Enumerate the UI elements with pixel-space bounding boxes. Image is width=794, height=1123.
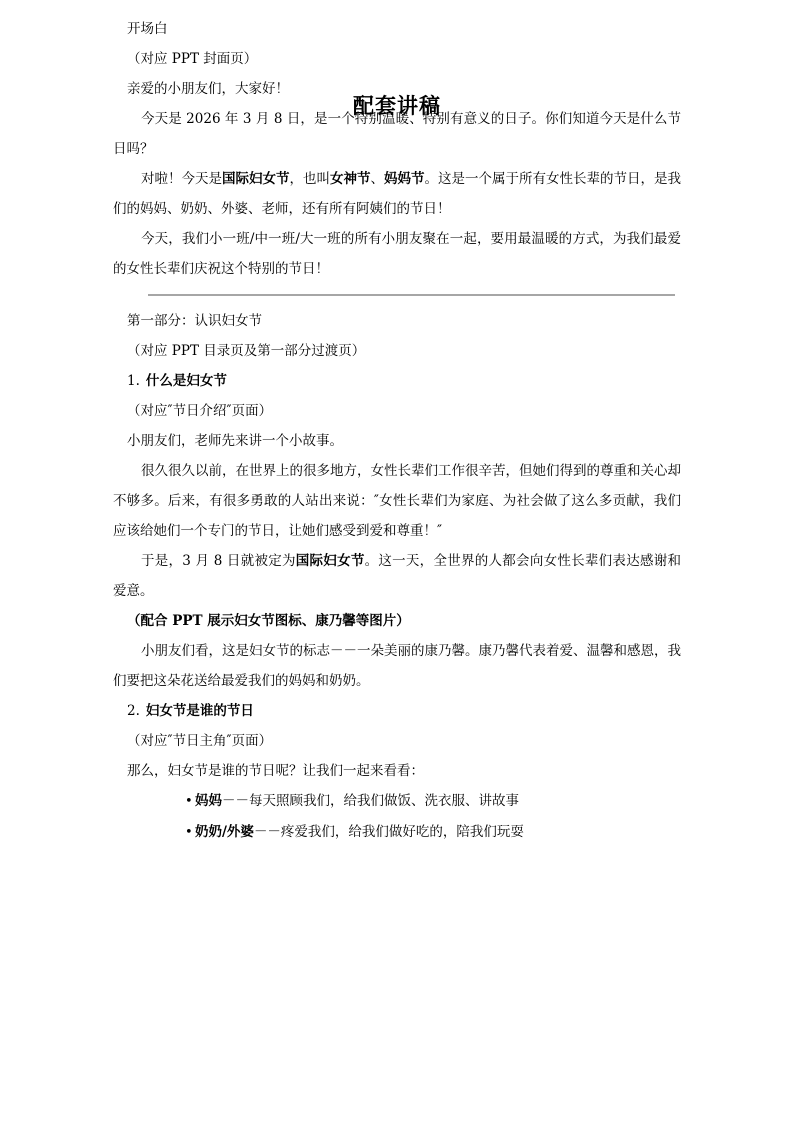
bold-run-international-womens-day: 国际妇女节 [295, 553, 365, 569]
whose-festival-list [113, 786, 681, 848]
list-item-desc: －－疼爱我们，给我们做好吃的，陪我们玩耍 [253, 824, 524, 840]
text-run: 。这一天，全世界的人都会向女性长辈们表达感谢和爱意。 [113, 553, 681, 599]
section-heading-opening: 开场白 [127, 21, 168, 37]
date-paragraph: 今天是 2026 年 3 月 8 日，是一个特别温暖、特别有意义的日子。你们知道今天是什么节日吗？ [113, 111, 681, 157]
item-title: 妇女节是谁的节日 [145, 703, 254, 719]
item-title: 什么是妇女节 [145, 373, 227, 389]
text-run: 。这是一个属于所有女性长辈的节日，是我们的妈妈、奶奶、外婆、老师，还有所有阿姨们的节日！ [113, 171, 681, 217]
section-heading-part-one: 第一部分：认识妇女节 [127, 313, 262, 329]
spacer [113, 0, 681, 14]
list-item [185, 817, 681, 848]
list-item [185, 786, 681, 817]
section-divider-wrap [113, 284, 681, 306]
item-number: 2. [127, 703, 140, 719]
text-run: 对啦！今天是 [141, 171, 222, 187]
bullet-icon: • [185, 794, 193, 809]
bold-run-international-womens-day: 国际妇女节 [222, 171, 290, 187]
ppt-cue-festival-stars: （对应″节日主角″页面） [127, 733, 273, 749]
whose-festival-lead: 那么，妇女节是谁的节日呢？让我们一起来看看： [127, 763, 424, 779]
list-item-role: 奶奶/外婆 [195, 824, 254, 840]
document-body [113, 0, 681, 848]
ppt-cue-toc: （对应 PPT 目录页及第一部分过渡页） [127, 343, 366, 359]
text-run: 、 [370, 171, 384, 187]
date-established-paragraph [113, 546, 681, 606]
list-item-role: 妈妈 [195, 793, 222, 809]
celebration-paragraph: 今天，我们小一班/中一班/大一班的所有小朋友聚在一起，要用最温暖的方式，为我们最爱的女性长辈们庆祝这个特别的节日！ [113, 231, 681, 277]
page-title: 配套讲稿 [353, 93, 441, 118]
ppt-cue-carnation-images: （配合 PPT 展示妇女节图标、康乃馨等图片） [127, 613, 410, 629]
bullet-icon: • [185, 825, 193, 840]
horizontal-divider [148, 294, 675, 296]
history-paragraph: 很久很久以前，在世界上的很多地方，女性长辈们工作很辛苦，但她们得到的尊重和关心却不够多。后来，有很多勇敢的人站出来说：″女性长辈们为家庭、为社会做了这么多贡献，我们应该给她们一个专门的节日，让她们感受到爱和尊重！″ [113, 463, 681, 539]
carnation-paragraph: 小朋友们看，这是妇女节的标志－－一朵美丽的康乃馨。康乃馨代表着爱、温馨和感恩，我们要把这朵花送给最爱我们的妈妈和奶奶。 [113, 643, 681, 689]
bold-run-mothers-day: 妈妈节 [384, 171, 425, 187]
greeting-paragraph: 亲爱的小朋友们，大家好！ [127, 81, 289, 97]
bold-run-goddess-day: 女神节 [330, 171, 371, 187]
ppt-cue-festival-intro: （对应″节日介绍″页面） [127, 403, 273, 419]
text-run: ，也叫 [289, 171, 330, 187]
numbered-item-2 [113, 696, 681, 726]
story-intro-paragraph: 小朋友们，老师先来讲一个小故事。 [127, 433, 343, 449]
text-run: 于是，3 月 8 日就被定为 [141, 553, 296, 569]
numbered-item-1 [113, 366, 681, 396]
ppt-cue-cover: （对应 PPT 封面页） [127, 51, 258, 67]
festival-name-paragraph [113, 164, 681, 224]
list-item-desc: －－每天照顾我们，给我们做饭、洗衣服、讲故事 [222, 793, 519, 809]
item-number: 1. [127, 373, 140, 389]
